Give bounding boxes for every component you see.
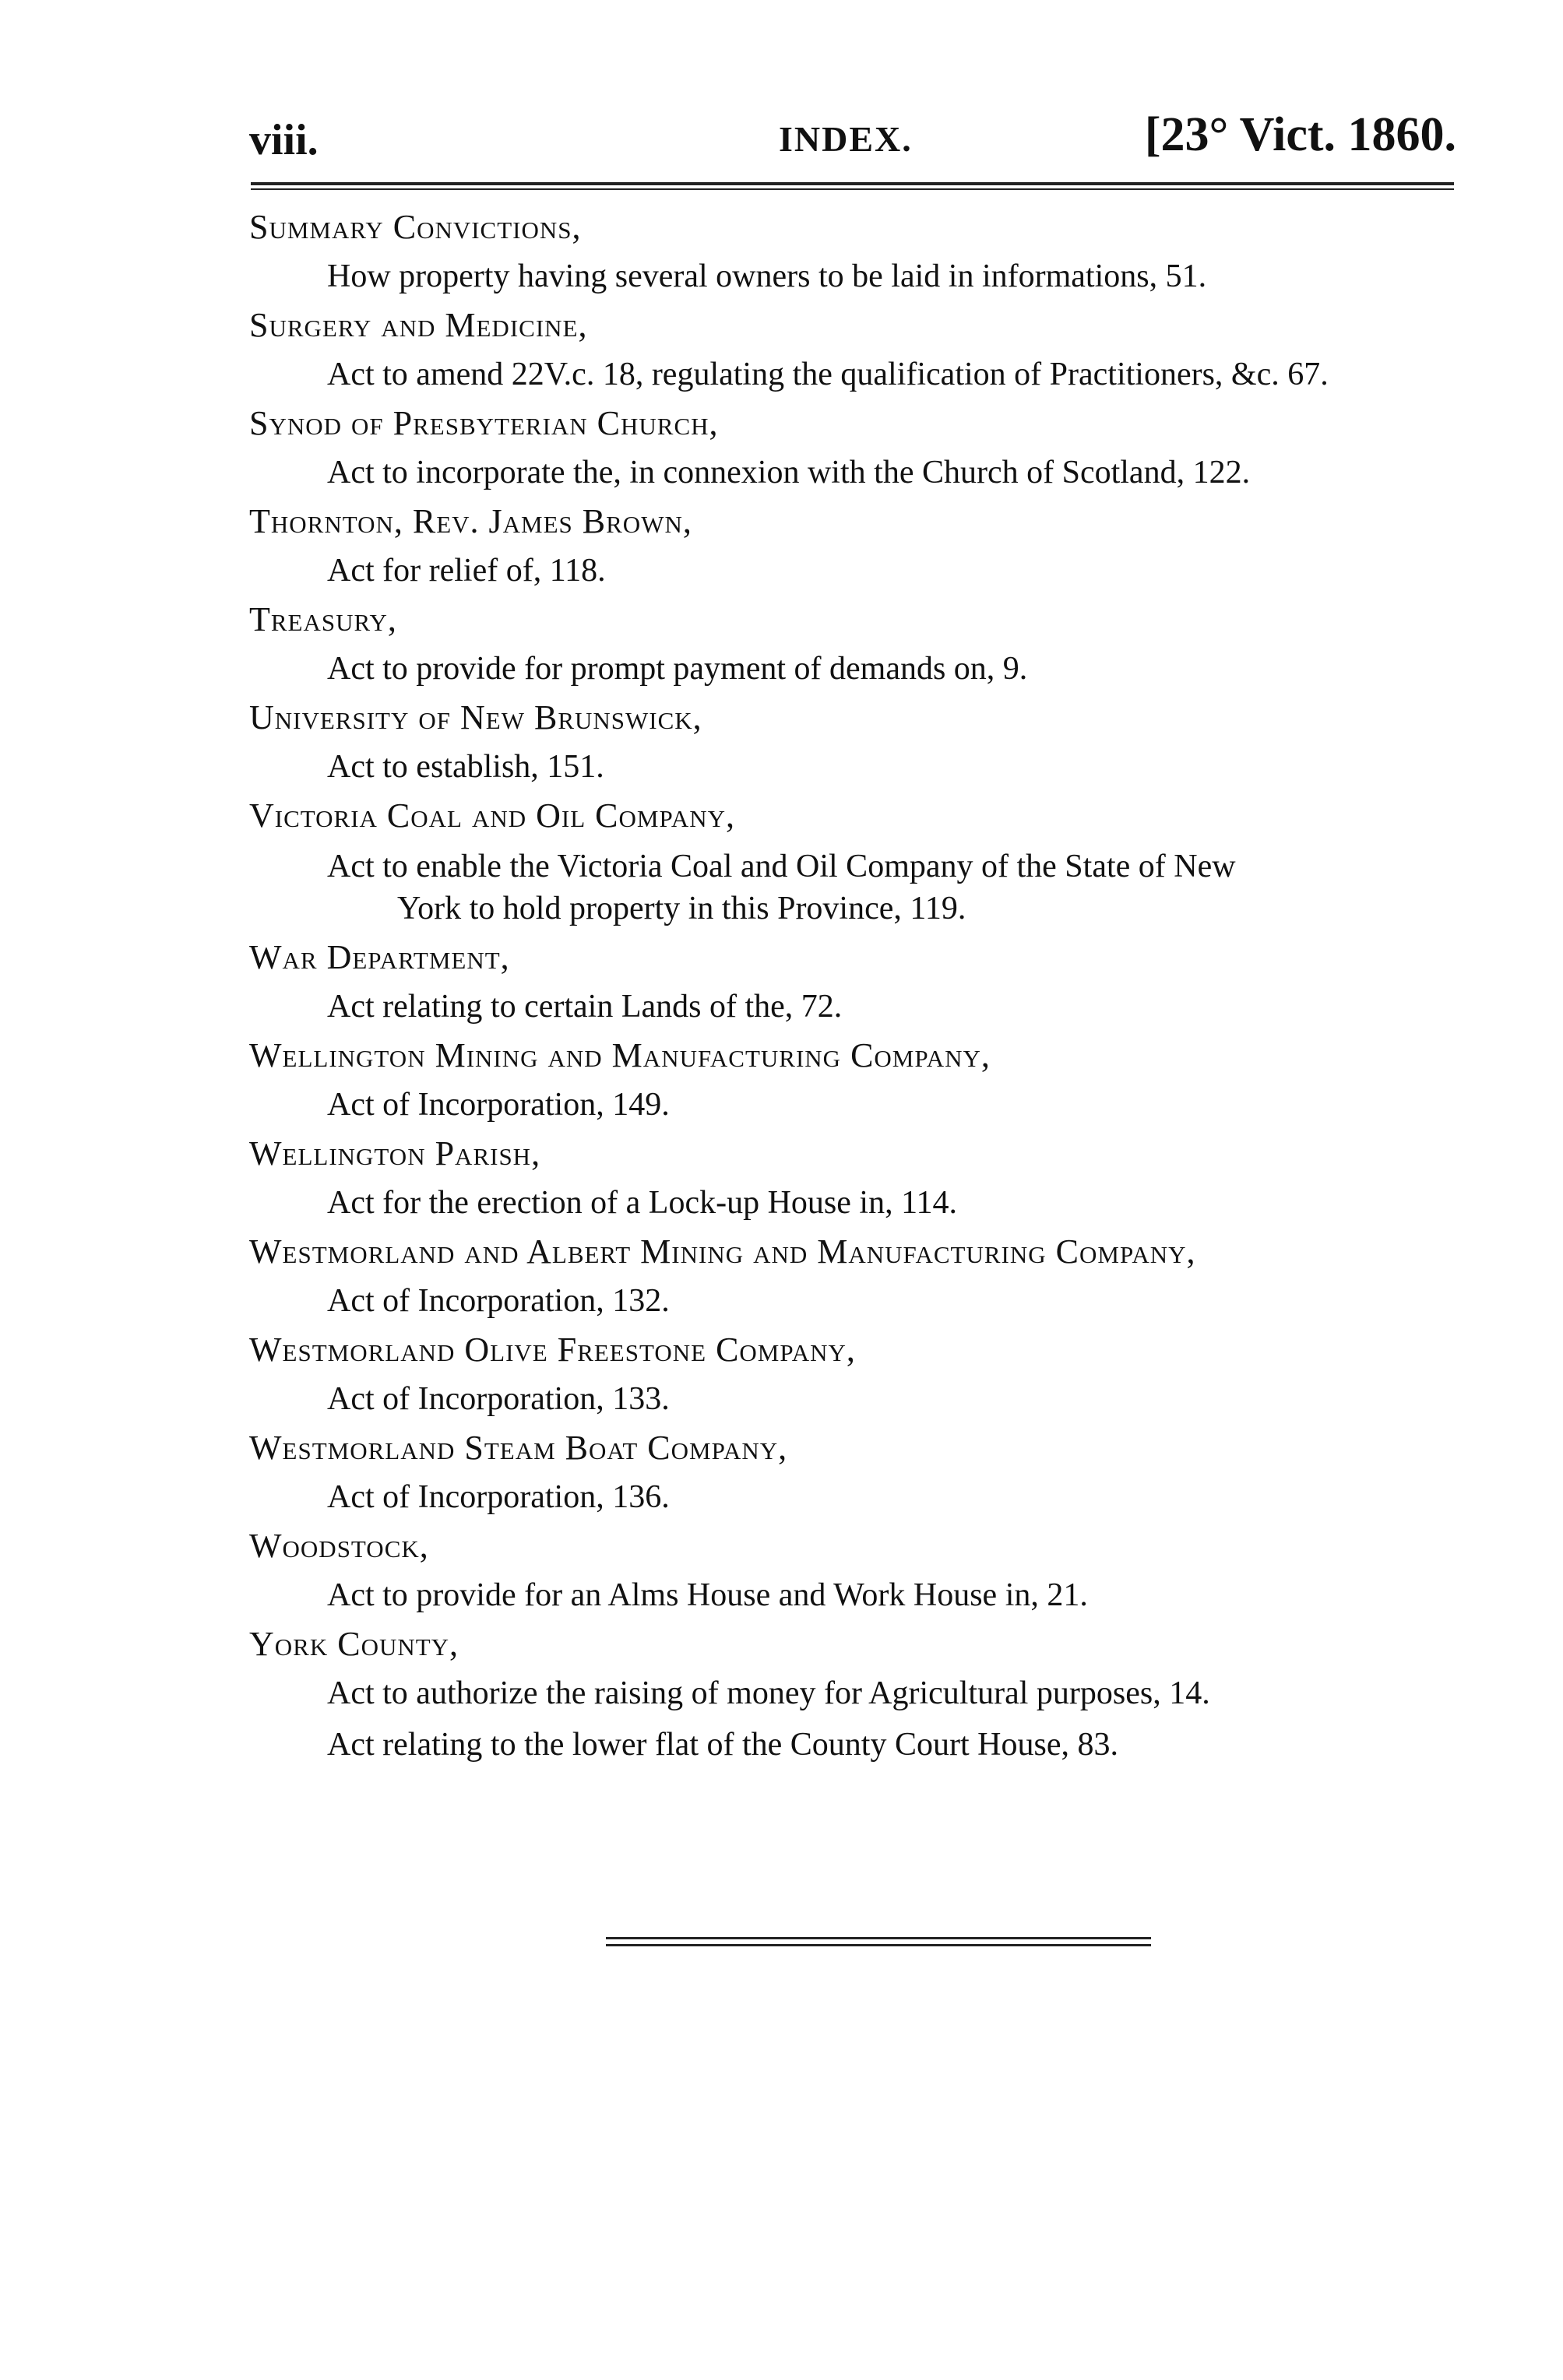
entry-subitem: Act of Incorporation, 133.: [327, 1381, 670, 1417]
entry-heading: Summary Convictions,: [249, 208, 582, 246]
entry-heading: Woodstock,: [249, 1527, 429, 1565]
entry-subitem: Act to amend 22V.c. 18, regulating the qualification of Practitioners, &c. 67.: [327, 357, 1329, 392]
entry-heading: Westmorland and Albert Mining and Manufacturing Company,: [249, 1232, 1196, 1271]
index-entry: [249, 934, 1464, 1032]
index-entry: [249, 204, 1464, 302]
index-entry: [249, 694, 1464, 793]
entry-heading: York County,: [249, 1625, 459, 1663]
index-entry: [249, 1621, 1464, 1770]
page-header: [249, 107, 1456, 170]
entry-heading: Victoria Coal and Oil Company,: [249, 796, 736, 835]
page-number: viii.: [249, 116, 319, 164]
page-title: INDEX.: [779, 119, 913, 159]
entry-heading: War Department,: [249, 938, 510, 976]
index-entry: [249, 1130, 1464, 1229]
index-entry: [249, 1523, 1464, 1621]
index-entry: [249, 302, 1464, 400]
entry-subitem-continuation: York to hold property in this Province, 119.: [397, 891, 966, 926]
entry-subitem: Act to provide for prompt payment of demands on, 9.: [327, 651, 1028, 687]
index-entry: [249, 1425, 1464, 1523]
entry-subitem: Act to establish, 151.: [327, 749, 604, 785]
index-entry: [249, 498, 1464, 596]
footer-rule: [606, 1937, 1151, 1946]
index-entries: [249, 204, 1464, 1770]
entry-heading: Thornton, Rev. James Brown,: [249, 502, 692, 540]
entry-subitem: Act of Incorporation, 136.: [327, 1479, 670, 1515]
entry-subitem-line: Act to enable the Victoria Coal and Oil Company of the State of New: [327, 849, 1236, 884]
entry-subitem: Act relating to the lower flat of the County Court House, 83.: [327, 1727, 1118, 1763]
index-entry: [249, 1229, 1464, 1327]
entry-subitem: Act relating to certain Lands of the, 72.: [327, 989, 843, 1025]
entry-heading: Westmorland Olive Freestone Company,: [249, 1331, 856, 1369]
entry-subitem: Act of Incorporation, 132.: [327, 1283, 670, 1319]
entry-subitem: [249, 839, 1464, 934]
index-entry: [249, 1032, 1464, 1130]
entry-subitem: Act of Incorporation, 149.: [327, 1087, 670, 1123]
index-entry: [249, 793, 1464, 934]
session-label: [23° Vict. 1860.: [1144, 108, 1456, 161]
entry-subitem: Act to authorize the raising of money for Agricultural purposes, 14.: [327, 1675, 1210, 1711]
index-entry: [249, 596, 1464, 694]
entry-heading: University of New Brunswick,: [249, 698, 702, 736]
entry-subitem: How property having several owners to be laid in informations, 51.: [327, 258, 1207, 294]
entry-heading: Treasury,: [249, 600, 397, 638]
entry-subitem: Act to incorporate the, in connexion with the Church of Scotland, 122.: [327, 455, 1251, 490]
entry-heading: Surgery and Medicine,: [249, 306, 588, 344]
entry-subitem: Act for the erection of a Lock-up House in, 114.: [327, 1185, 958, 1221]
entry-heading: Wellington Parish,: [249, 1134, 541, 1172]
entry-heading: Westmorland Steam Boat Company,: [249, 1429, 788, 1467]
index-entry: [249, 1327, 1464, 1425]
entry-subitem: Act for relief of, 118.: [327, 553, 606, 589]
header-rule: [251, 182, 1454, 190]
entry-heading: Synod of Presbyterian Church,: [249, 404, 719, 442]
entry-heading: Wellington Mining and Manufacturing Company,: [249, 1036, 991, 1074]
index-entry: [249, 400, 1464, 498]
entry-subitem: Act to provide for an Alms House and Work House in, 21.: [327, 1577, 1088, 1613]
